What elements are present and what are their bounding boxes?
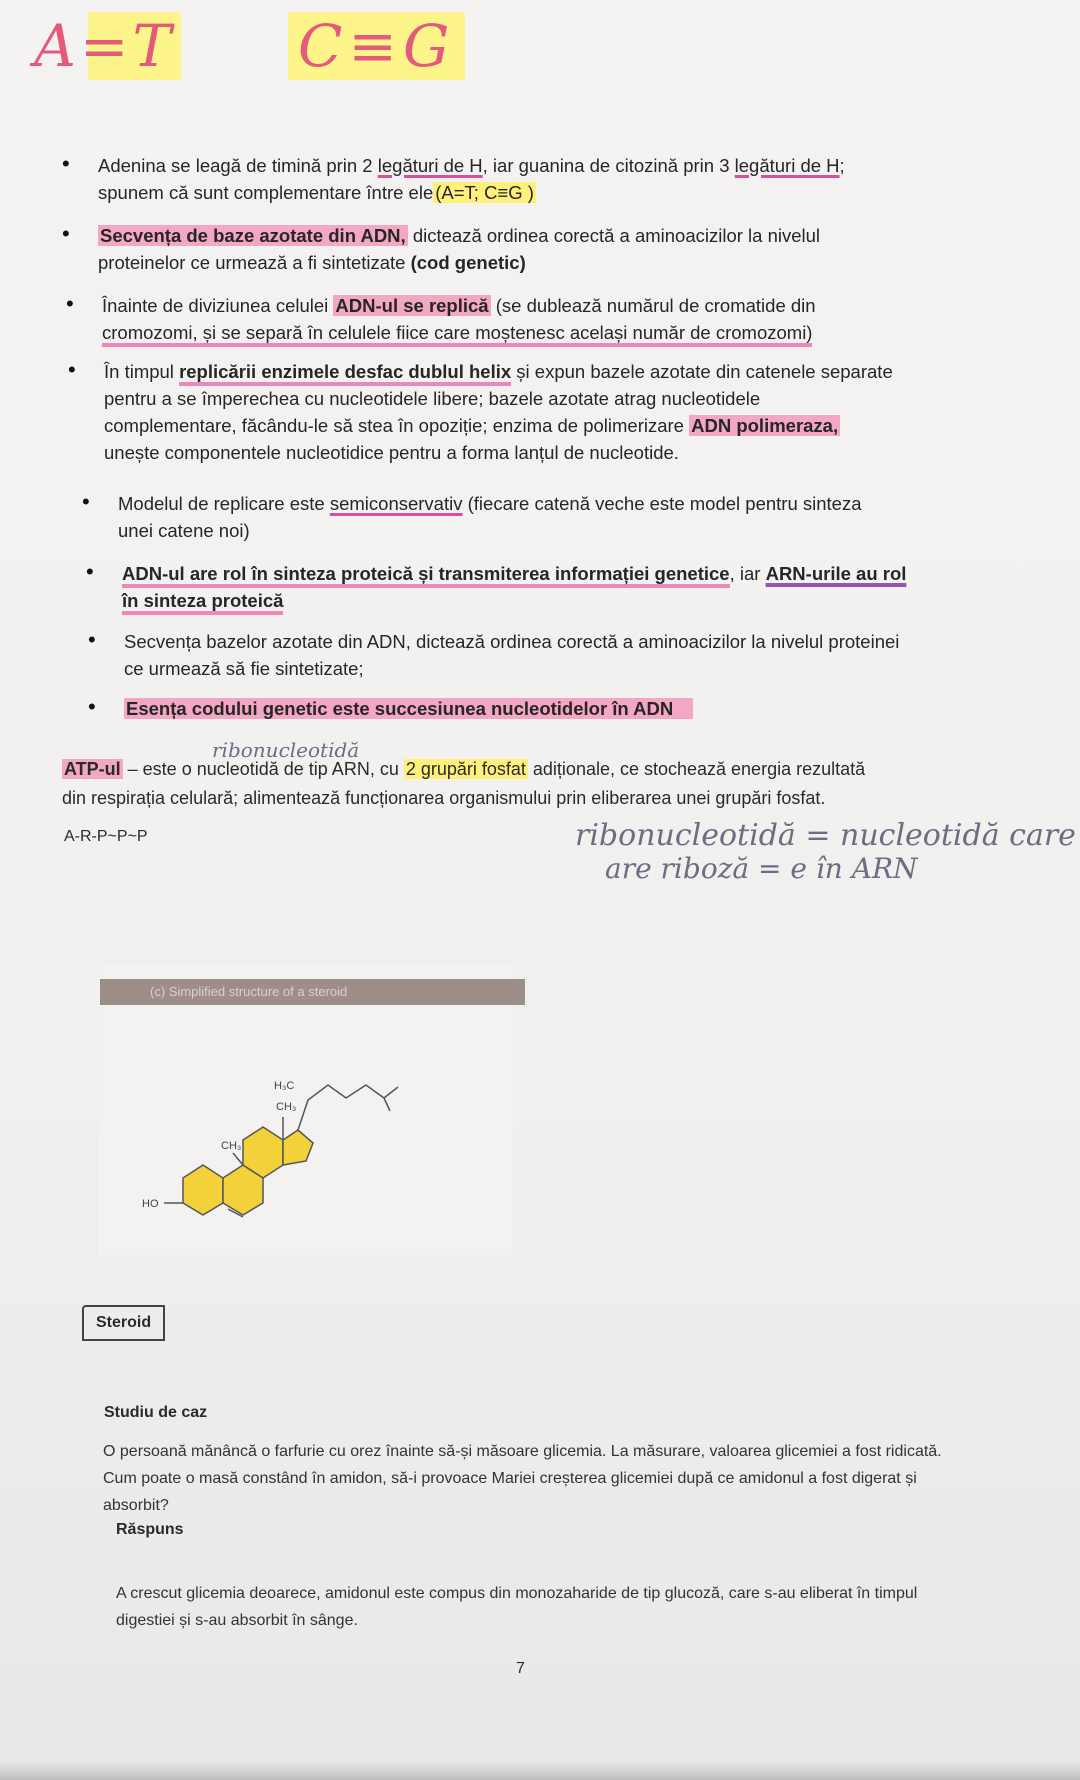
- figure-banner: (c) Simplified structure of a steroid: [100, 979, 525, 1005]
- bullet-text: în sinteza proteică: [122, 590, 283, 615]
- ring-d: [283, 1130, 313, 1165]
- bullet-text: spunem că sunt complementare între ele: [98, 182, 434, 203]
- bullet-text: legături de H: [377, 155, 483, 176]
- bullet-text: pentru a se împerechea cu nucleotidele libere; bazele azotate atrag nucleotidele: [104, 388, 761, 409]
- highlight-pink: Secvența de baze azotate din ADN,: [100, 225, 406, 246]
- page-number: 7: [516, 1660, 525, 1677]
- bullet-text: ADN-ul are rol în sinteza proteică și transmiterea informației genetice: [122, 563, 730, 588]
- bullet-text: replicării enzimele desfac dublul helix: [179, 361, 511, 386]
- bullet-helix: [104, 358, 893, 466]
- case-study-text: O persoană mănâncă o farfurie cu orez înainte să-și măsoare glicemia. La măsurare, valoarea glicemiei a fost ridicată. Cum poate o masă constând în amidon, să-i provoace Mariei creșterea glicemiei după ce amidonul a fost digerat și absorbit?: [103, 1443, 942, 1514]
- bullet-text: cromozomi, și se separă în celulele fiice care moștenesc același număr de cromozomi): [102, 322, 812, 347]
- page-edge-shadow: [0, 1762, 1080, 1780]
- bullet-text: semiconservativ: [329, 493, 463, 514]
- chain-line: [298, 1085, 398, 1130]
- handwritten-note-line1: ribonucleotidă = nucleotidă care: [575, 818, 1076, 853]
- bullet-text: Modelul de replicare este: [118, 493, 330, 514]
- steroid-caption: Steroid: [82, 1305, 165, 1341]
- handwritten-note-ribonucleotide: ribonucleotidă: [212, 738, 360, 762]
- bullet-text: ce urmează să fie sintetizate;: [124, 658, 364, 679]
- header-cg: C≡G: [288, 12, 465, 80]
- bullet-text: , iar guanina de citozină prin 3: [482, 155, 735, 176]
- bullet-text: dictează ordinea corectă a aminoacizilor la nivelul: [407, 225, 821, 246]
- highlight-yellow: (A=T; C≡G ): [435, 182, 534, 203]
- atp-text: adiționale, ce stochează energia rezultată: [527, 759, 866, 779]
- bullet-model: [118, 490, 862, 544]
- bullet-text: Secvența bazelor azotate din ADN, dictează ordinea corectă a aminoacizilor la nivelul proteinei: [124, 631, 900, 652]
- bullet-text: complementare, făcându-le să stea în opoziție; enzima de polimerizare: [104, 415, 690, 436]
- bullet-text: Înainte de diviziunea celulei: [102, 295, 334, 316]
- atp-formula: A-R-P~P~P: [64, 828, 148, 845]
- header-at: A=T: [28, 12, 181, 80]
- highlight-pink: ADN-ul se replică: [335, 295, 489, 316]
- case-study-title: Studiu de caz: [104, 1404, 208, 1421]
- steroid-rings: [183, 1127, 313, 1215]
- highlight-yellow: 2 grupări fosfat: [405, 759, 526, 779]
- h3c-label: H₃C: [274, 1080, 295, 1092]
- bullet-text: unește componentele nucleotidice pentru a forma lanțul de nucleotide.: [104, 442, 679, 463]
- bullet-sequence: [98, 222, 820, 276]
- bullet-text: În timpul: [104, 361, 180, 382]
- bullet-roles: [122, 560, 906, 614]
- bullet-replication: [102, 292, 816, 346]
- bullet-text: proteinelor ce urmează a fi sintetizate: [98, 252, 411, 273]
- bullet-text: (se dublează numărul de cromatide din: [490, 295, 816, 316]
- ch3-left-label: CH₃: [221, 1140, 242, 1152]
- atp-text: – este o nucleotidă de tip ARN, cu: [122, 759, 404, 779]
- bullet-text: unei catene noi): [118, 520, 250, 541]
- bullet-text: ;: [839, 155, 845, 176]
- bullet-text: ARN-urile au rol: [765, 563, 907, 584]
- ho-label: HO: [142, 1198, 159, 1210]
- highlight-pink: ADN polimeraza,: [691, 415, 839, 436]
- bullet-text: (cod genetic): [410, 252, 526, 273]
- methyl-left: [233, 1153, 243, 1165]
- highlight-pink: Esența codului genetic este succesiunea nucleotidelor în ADN: [124, 698, 693, 719]
- bullet-genetic-code: [124, 695, 693, 722]
- answer-text: A crescut glicemia deoarece, amidonul este compus din monozaharide de tip glucoză, care s-au eliberat în timpul digestiei și s-au absorbit în sânge.: [116, 1585, 918, 1629]
- bullet-text: (fiecare catenă veche este model pentru sinteza: [462, 493, 862, 514]
- ring-a: [183, 1165, 223, 1215]
- answer-title: Răspuns: [116, 1521, 184, 1538]
- bullet-text: legături de H: [734, 155, 840, 176]
- bullet-text: și expun bazele azotate din catenele separate: [511, 361, 893, 382]
- handwritten-note-line2: are riboză = e în ARN: [605, 852, 918, 885]
- bullet-text: Adenina se leagă de timină prin 2: [98, 155, 378, 176]
- atp-text: din respirația celulară; alimentează funcționarea organismului prin eliberarea unei grupări fosfat.: [62, 788, 826, 808]
- steroid-figure: [98, 965, 513, 1255]
- ch3-top-label: CH₃: [276, 1101, 297, 1113]
- bullet-sequence-protein: [124, 628, 899, 682]
- bullet-text: , iar: [729, 563, 766, 584]
- steroid-structure: [98, 965, 513, 1255]
- chain-branch: [384, 1098, 390, 1111]
- atp-paragraph: [62, 755, 962, 813]
- highlight-pink: ATP-ul: [64, 759, 121, 779]
- bullet-complementarity: [98, 152, 845, 206]
